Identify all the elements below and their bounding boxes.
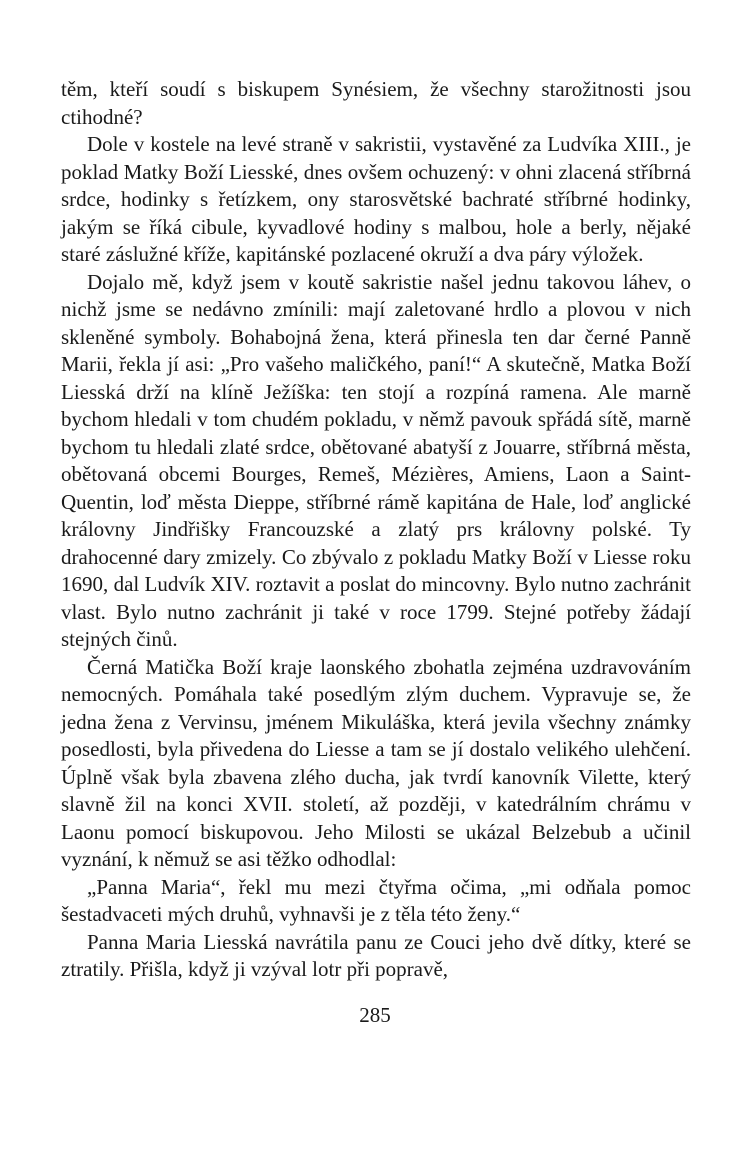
paragraph-children: Panna Maria Liesská navrátila panu ze Couci jeho dvě dítky, které se ztratily. Přišla, když ji vzýval lotr při popravě, — [61, 929, 691, 981]
body-text — [61, 76, 691, 984]
paragraph-healing: Černá Matička Boží kraje laonského zbohatla zejména uzdravováním nemocných. Pomáhala také posedlým zlým duchem. Vypravuje se, že jedna žena z Vervinsu, jménem Mikuláška, která jevila všechny známky posedlosti, byla přivedena do Liesse a tam se jí dostalo velikého ulehčení. Úplně však byla zbavena zlého ducha, jak tvrdí kanovník Vilette, který slavně žil na konci XVII. století, až později, v katedrálním chrámu v Laonu pomocí biskupovou. Jeho Milosti se ukázal Belzebub a učinil vyznání, k němuž se asi těžko odhodlal: — [61, 654, 691, 871]
page-number: 285 — [359, 1003, 391, 1027]
paragraph-treasure: Dole v kostele na levé straně v sakristii, vystavěné za Ludvíka XIII., je poklad Matky Boží Liesské, dnes ovšem ochuzený: v ohni zlacená stříbrná srdce, hodinky s řetízkem, ony starosvětské bachraté stříbrné hodinky, jakým se říká cibule, kyvadlové hodiny s malbou, hole a berly, nějaké staré záslužné kříže, kapitánské pozlacené okruží a dva páry výložek. — [61, 132, 691, 266]
paragraph-bottle: Dojalo mě, když jsem v koutě sakristie našel jednu takovou láhev, o nichž jsme se nedávno zmínili: mají zaletované hrdlo a plovou v nich skleněné symboly. Bohabojná žena, která přinesla ten dar černé Panně Marii, řekla jí asi: „Pro vašeho maličkého, paní!“ A skutečně, Matka Boží Liesská drží na klíně Ježíška: ten stojí a rozpíná ramena. Ale marně bychom hledali v tom chudém pokladu, v němž pavouk spřádá sítě, marně bychom tu hledali zlaté srdce, obětované abatyší z Jouarre, stříbrná města, obětovaná obcemi Bourges, Remeš, Mézières, Amiens, Laon a Saint-Quentin, loď města Dieppe, stříbrné rámě kapitána de Hale, loď anglické královny Jindřišky Francouzské a zlatý prs královny polské. Ty drahocenné dary zmizely. Co zbývalo z pokladu Matky Boží v Liesse roku 1690, dal Ludvík XIV. roztavit a poslat do mincovny. Bylo nutno zachránit vlast. Bylo nutno zachránit ji také v roce 1799. Stejné potřeby žádají stejných činů. — [61, 269, 691, 651]
paragraph-quote: „Panna Maria“, řekl mu mezi čtyřma očima, „mi odňala pomoc šestadvaceti mých druhů, vyhnavši je z těla této ženy.“ — [61, 874, 691, 926]
paragraph-continuation: těm, kteří soudí s biskupem Synésiem, že všechny starožitnosti jsou ctihodné? — [61, 77, 691, 129]
